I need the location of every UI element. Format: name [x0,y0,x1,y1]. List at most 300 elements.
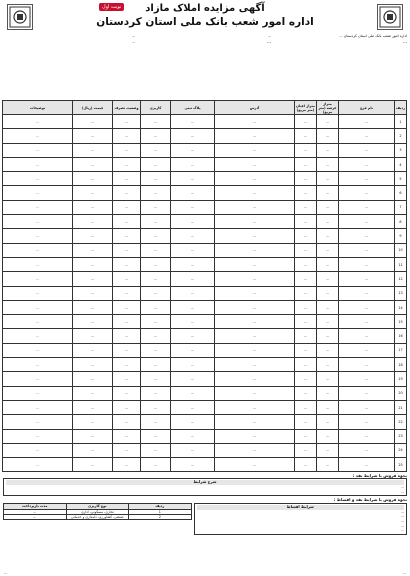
table-cell-building: ... [295,343,317,357]
table-cell-building: ... [295,400,317,414]
bank-logo-icon [7,4,33,30]
table-cell-building: ... [295,186,317,200]
table-cell-desc: ... [3,443,73,457]
table-cell-no: 10 [395,243,407,257]
table-cell-area: ... [317,400,339,414]
table-cell-usage: ... [141,272,171,286]
table-cell-address: ... [215,186,295,200]
table-cell-no: 7 [395,200,407,214]
notice-subtitle: اداره امور شعب بانک ملی استان کردستان [96,16,314,28]
table-row [3,257,407,271]
table-cell-no: 18 [395,358,407,372]
table-cell-usage: ... [141,243,171,257]
notice-title: آگهی مزایده املاک مازاد [145,3,265,14]
table-cell-usage: ... [141,129,171,143]
table-cell-address: ... [215,300,295,314]
table-cell-area: ... [317,300,339,314]
installment-conditions-box [194,503,407,535]
table-cell-usage: ... [141,157,171,171]
table-cell-title: ... [339,186,395,200]
table-cell-title: ... [339,458,395,472]
table-cell-price: ... [73,186,113,200]
table-cell-desc: ... [3,143,73,157]
table-cell-no: 4 [395,157,407,171]
table-cell-plate: ... [171,315,215,329]
cash-terms-title: نحوه فروش با شرایط نقد : [352,473,407,479]
table-cell-area: ... [317,443,339,457]
table-cell-status: ... [113,200,141,214]
table-cell-address: ... [215,243,295,257]
table-row [3,115,407,129]
table-cell-price: ... [73,243,113,257]
table-cell-building: ... [295,300,317,314]
table-cell-title: ... [339,157,395,171]
table-header-cell: آدرس [215,101,295,115]
table-cell-building: ... [295,415,317,429]
installment-cell-term: ... [4,515,67,520]
table-cell-plate: ... [171,257,215,271]
table-cell-desc: ... [3,386,73,400]
table-cell-title: ... [339,429,395,443]
table-cell-plate: ... [171,386,215,400]
table-cell-no: 9 [395,229,407,243]
table-cell-status: ... [113,372,141,386]
table-cell-status: ... [113,143,141,157]
table-cell-usage: ... [141,257,171,271]
table-cell-no: 12 [395,272,407,286]
installment-cell-usage: تجاری، مسکونی، اداری [66,509,129,514]
table-cell-building: ... [295,143,317,157]
table-cell-usage: ... [141,115,171,129]
table-cell-no: 6 [395,186,407,200]
table-cell-title: ... [339,415,395,429]
table-cell-status: ... [113,215,141,229]
installment-conditions-header: شرایط اقساط [197,505,404,510]
table-row [3,400,407,414]
table-header-cell: وضعیت تصرف [113,101,141,115]
cash-terms-line: ... [400,485,404,490]
installment-header-cell: نوع کاربری [66,504,129,509]
table-cell-desc: ... [3,358,73,372]
table-cell-price: ... [73,143,113,157]
table-cell-plate: ... [171,172,215,186]
table-row [3,458,407,472]
table-cell-price: ... [73,386,113,400]
table-cell-area: ... [317,358,339,372]
table-header-cell: قیمت (ریال) [73,101,113,115]
table-row [3,386,407,400]
table-cell-price: ... [73,372,113,386]
table-cell-title: ... [339,243,395,257]
table-cell-no: 23 [395,429,407,443]
table-cell-desc: ... [3,400,73,414]
table-cell-status: ... [113,358,141,372]
table-cell-price: ... [73,429,113,443]
table-cell-address: ... [215,458,295,472]
table-cell-usage: ... [141,229,171,243]
table-cell-building: ... [295,386,317,400]
table-header-cell: نام فرع [339,101,395,115]
table-cell-building: ... [295,329,317,343]
table-cell-price: ... [73,300,113,314]
table-cell-price: ... [73,157,113,171]
table-cell-building: ... [295,200,317,214]
table-cell-usage: ... [141,186,171,200]
table-cell-area: ... [317,229,339,243]
table-cell-plate: ... [171,429,215,443]
installment-condition-line: ... [400,509,404,514]
table-cell-title: ... [339,329,395,343]
table-cell-building: ... [295,429,317,443]
table-cell-desc: ... [3,229,73,243]
installment-row [4,515,192,520]
table-cell-area: ... [317,343,339,357]
table-cell-desc: ... [3,129,73,143]
table-cell-desc: ... [3,257,73,271]
table-cell-no: 11 [395,257,407,271]
table-cell-desc: ... [3,315,73,329]
table-cell-area: ... [317,415,339,429]
table-row [3,186,407,200]
table-cell-building: ... [295,172,317,186]
table-cell-building: ... [295,229,317,243]
table-cell-no: 25 [395,458,407,472]
table-cell-status: ... [113,186,141,200]
table-cell-building: ... [295,458,317,472]
table-cell-area: ... [317,186,339,200]
table-cell-status: ... [113,229,141,243]
footer-left-text: ... [4,571,8,575]
table-cell-usage: ... [141,443,171,457]
table-cell-price: ... [73,215,113,229]
table-cell-no: 16 [395,329,407,343]
table-cell-building: ... [295,243,317,257]
footer-right-text: ... [402,571,406,575]
table-cell-address: ... [215,358,295,372]
table-row [3,243,407,257]
table-cell-area: ... [317,429,339,443]
table-cell-title: ... [339,372,395,386]
table-cell-desc: ... [3,343,73,357]
table-row [3,415,407,429]
table-header-cell: متراژ عرصه (متر مربع) [318,101,337,114]
table-cell-price: ... [73,315,113,329]
table-cell-building: ... [295,157,317,171]
table-cell-address: ... [215,329,295,343]
table-cell-title: ... [339,257,395,271]
table-cell-address: ... [215,386,295,400]
table-cell-price: ... [73,115,113,129]
intro-paragraph: ... [266,40,271,45]
cash-terms-header: شرح شرایط [6,480,404,485]
table-cell-area: ... [317,315,339,329]
table-row [3,272,407,286]
table-row [3,315,407,329]
table-cell-address: ... [215,129,295,143]
table-row [3,143,407,157]
table-cell-building: ... [295,215,317,229]
table-row [3,372,407,386]
intro-paragraph: ... [131,40,135,45]
property-table [2,100,407,472]
table-cell-title: ... [339,358,395,372]
table-cell-plate: ... [171,143,215,157]
table-cell-desc: ... [3,186,73,200]
installment-cell-no: 1 [129,509,192,514]
table-cell-plate: ... [171,329,215,343]
installment-table [3,503,192,520]
table-cell-plate: ... [171,215,215,229]
table-cell-address: ... [215,257,295,271]
table-cell-desc: ... [3,272,73,286]
table-cell-usage: ... [141,172,171,186]
installment-condition-line: ... [400,518,404,523]
installment-header-cell: ردیف [129,504,192,509]
notice-footer [4,571,406,575]
table-cell-status: ... [113,400,141,414]
installment-terms-title: نحوه فروش با شرایط نقد و اقساط : [333,497,407,503]
table-header-row [3,101,407,115]
table-cell-usage: ... [141,372,171,386]
table-row [3,200,407,214]
intro-column-left [3,34,135,100]
table-cell-plate: ... [171,343,215,357]
table-cell-price: ... [73,129,113,143]
table-cell-title: ... [339,229,395,243]
table-cell-price: ... [73,257,113,271]
table-cell-status: ... [113,443,141,457]
table-cell-no: 3 [395,143,407,157]
table-cell-title: ... [339,300,395,314]
table-cell-plate: ... [171,115,215,129]
table-cell-plate: ... [171,458,215,472]
table-row [3,215,407,229]
table-cell-usage: ... [141,200,171,214]
table-cell-status: ... [113,129,141,143]
table-cell-address: ... [215,229,295,243]
table-cell-desc: ... [3,215,73,229]
first-round-badge: نوبت اول [99,3,124,11]
table-cell-status: ... [113,286,141,300]
table-cell-area: ... [317,286,339,300]
table-cell-building: ... [295,443,317,457]
table-cell-price: ... [73,229,113,243]
table-cell-area: ... [317,172,339,186]
table-cell-status: ... [113,257,141,271]
table-cell-price: ... [73,400,113,414]
table-cell-price: ... [73,200,113,214]
table-cell-plate: ... [171,229,215,243]
table-cell-plate: ... [171,415,215,429]
bank-logo-icon [377,4,403,30]
table-row [3,172,407,186]
table-cell-usage: ... [141,143,171,157]
table-cell-area: ... [317,243,339,257]
table-cell-usage: ... [141,315,171,329]
table-cell-title: ... [339,215,395,229]
table-cell-desc: ... [3,329,73,343]
table-cell-address: ... [215,172,295,186]
table-cell-area: ... [317,215,339,229]
table-cell-title: ... [339,286,395,300]
table-cell-usage: ... [141,343,171,357]
table-cell-no: 2 [395,129,407,143]
table-cell-no: 17 [395,343,407,357]
table-cell-price: ... [73,343,113,357]
table-cell-desc: ... [3,157,73,171]
table-cell-usage: ... [141,429,171,443]
table-cell-desc: ... [3,286,73,300]
table-cell-usage: ... [141,415,171,429]
table-cell-address: ... [215,115,295,129]
table-cell-status: ... [113,300,141,314]
table-cell-building: ... [295,315,317,329]
table-cell-no: 21 [395,400,407,414]
cash-terms-box [3,478,407,496]
table-cell-price: ... [73,172,113,186]
intro-paragraph: اداره امور شعب بانک ملی استان کردستان ... [339,34,407,38]
installment-section [3,503,407,535]
table-cell-usage: ... [141,458,171,472]
installment-condition-line: ... [400,514,404,519]
table-cell-plate: ... [171,358,215,372]
table-cell-no: 1 [395,115,407,129]
intro-column-right [275,34,407,100]
table-cell-no: 22 [395,415,407,429]
table-cell-building: ... [295,129,317,143]
table-cell-status: ... [113,243,141,257]
table-header-cell: کاربری [141,101,171,115]
table-cell-no: 15 [395,315,407,329]
table-cell-status: ... [113,415,141,429]
table-row [3,300,407,314]
table-cell-status: ... [113,157,141,171]
installment-cell-term: ... [4,509,67,514]
intro-paragraph: ... [131,34,135,38]
table-cell-building: ... [295,286,317,300]
table-header-cell: پلاک ثبتی [171,101,215,115]
installment-sale-box [3,503,192,535]
table-row [3,443,407,457]
table-cell-area: ... [317,372,339,386]
table-cell-status: ... [113,272,141,286]
table-cell-title: ... [339,143,395,157]
intro-paragraph: ... [267,34,271,38]
table-row [3,329,407,343]
table-cell-address: ... [215,415,295,429]
table-row [3,129,407,143]
table-cell-title: ... [339,343,395,357]
table-cell-no: 13 [395,286,407,300]
installment-cell-usage: صنعتی، کشاورزی، دامداری و خدماتی [66,515,129,520]
table-cell-title: ... [339,443,395,457]
table-cell-area: ... [317,115,339,129]
table-cell-desc: ... [3,115,73,129]
table-cell-plate: ... [171,443,215,457]
table-cell-plate: ... [171,200,215,214]
intro-column-middle [139,34,271,100]
table-cell-address: ... [215,157,295,171]
table-cell-title: ... [339,129,395,143]
table-cell-title: ... [339,315,395,329]
table-cell-area: ... [317,200,339,214]
table-cell-desc: ... [3,200,73,214]
table-cell-status: ... [113,329,141,343]
table-cell-desc: ... [3,429,73,443]
table-cell-no: 19 [395,372,407,386]
table-cell-desc: ... [3,300,73,314]
table-cell-usage: ... [141,215,171,229]
table-cell-plate: ... [171,243,215,257]
table-row [3,229,407,243]
table-cell-price: ... [73,443,113,457]
table-cell-plate: ... [171,400,215,414]
table-cell-desc: ... [3,172,73,186]
table-cell-usage: ... [141,329,171,343]
table-row [3,286,407,300]
table-cell-usage: ... [141,358,171,372]
table-cell-address: ... [215,315,295,329]
table-cell-status: ... [113,172,141,186]
table-cell-status: ... [113,429,141,443]
table-cell-area: ... [317,329,339,343]
table-header-cell: ردیف [395,101,407,115]
table-cell-status: ... [113,458,141,472]
table-cell-plate: ... [171,372,215,386]
table-cell-usage: ... [141,286,171,300]
table-cell-building: ... [295,257,317,271]
table-cell-title: ... [339,386,395,400]
table-cell-building: ... [295,358,317,372]
table-cell-plate: ... [171,286,215,300]
table-cell-desc: ... [3,415,73,429]
table-cell-address: ... [215,286,295,300]
installment-cell-no: 2 [129,515,192,520]
table-cell-price: ... [73,272,113,286]
table-cell-title: ... [339,115,395,129]
table-cell-title: ... [339,400,395,414]
table-cell-status: ... [113,315,141,329]
table-row [3,157,407,171]
table-header-cell: توضیحات [3,101,73,115]
table-cell-no: 5 [395,172,407,186]
table-cell-no: 14 [395,300,407,314]
table-row [3,343,407,357]
table-cell-usage: ... [141,300,171,314]
table-cell-plate: ... [171,157,215,171]
table-cell-no: 8 [395,215,407,229]
table-cell-address: ... [215,215,295,229]
cash-terms-line: ... [400,489,404,494]
table-cell-plate: ... [171,129,215,143]
table-cell-area: ... [317,386,339,400]
table-cell-price: ... [73,458,113,472]
table-cell-price: ... [73,415,113,429]
table-cell-building: ... [295,115,317,129]
intro-paragraph: ... [402,40,407,45]
table-cell-status: ... [113,386,141,400]
table-cell-address: ... [215,429,295,443]
table-cell-price: ... [73,358,113,372]
table-header-cell: متراژ اعیان (متر مربع) [295,101,317,115]
table-cell-address: ... [215,400,295,414]
table-cell-area: ... [317,257,339,271]
table-cell-address: ... [215,343,295,357]
table-row [3,358,407,372]
table-cell-building: ... [295,372,317,386]
table-cell-plate: ... [171,272,215,286]
table-cell-title: ... [339,172,395,186]
